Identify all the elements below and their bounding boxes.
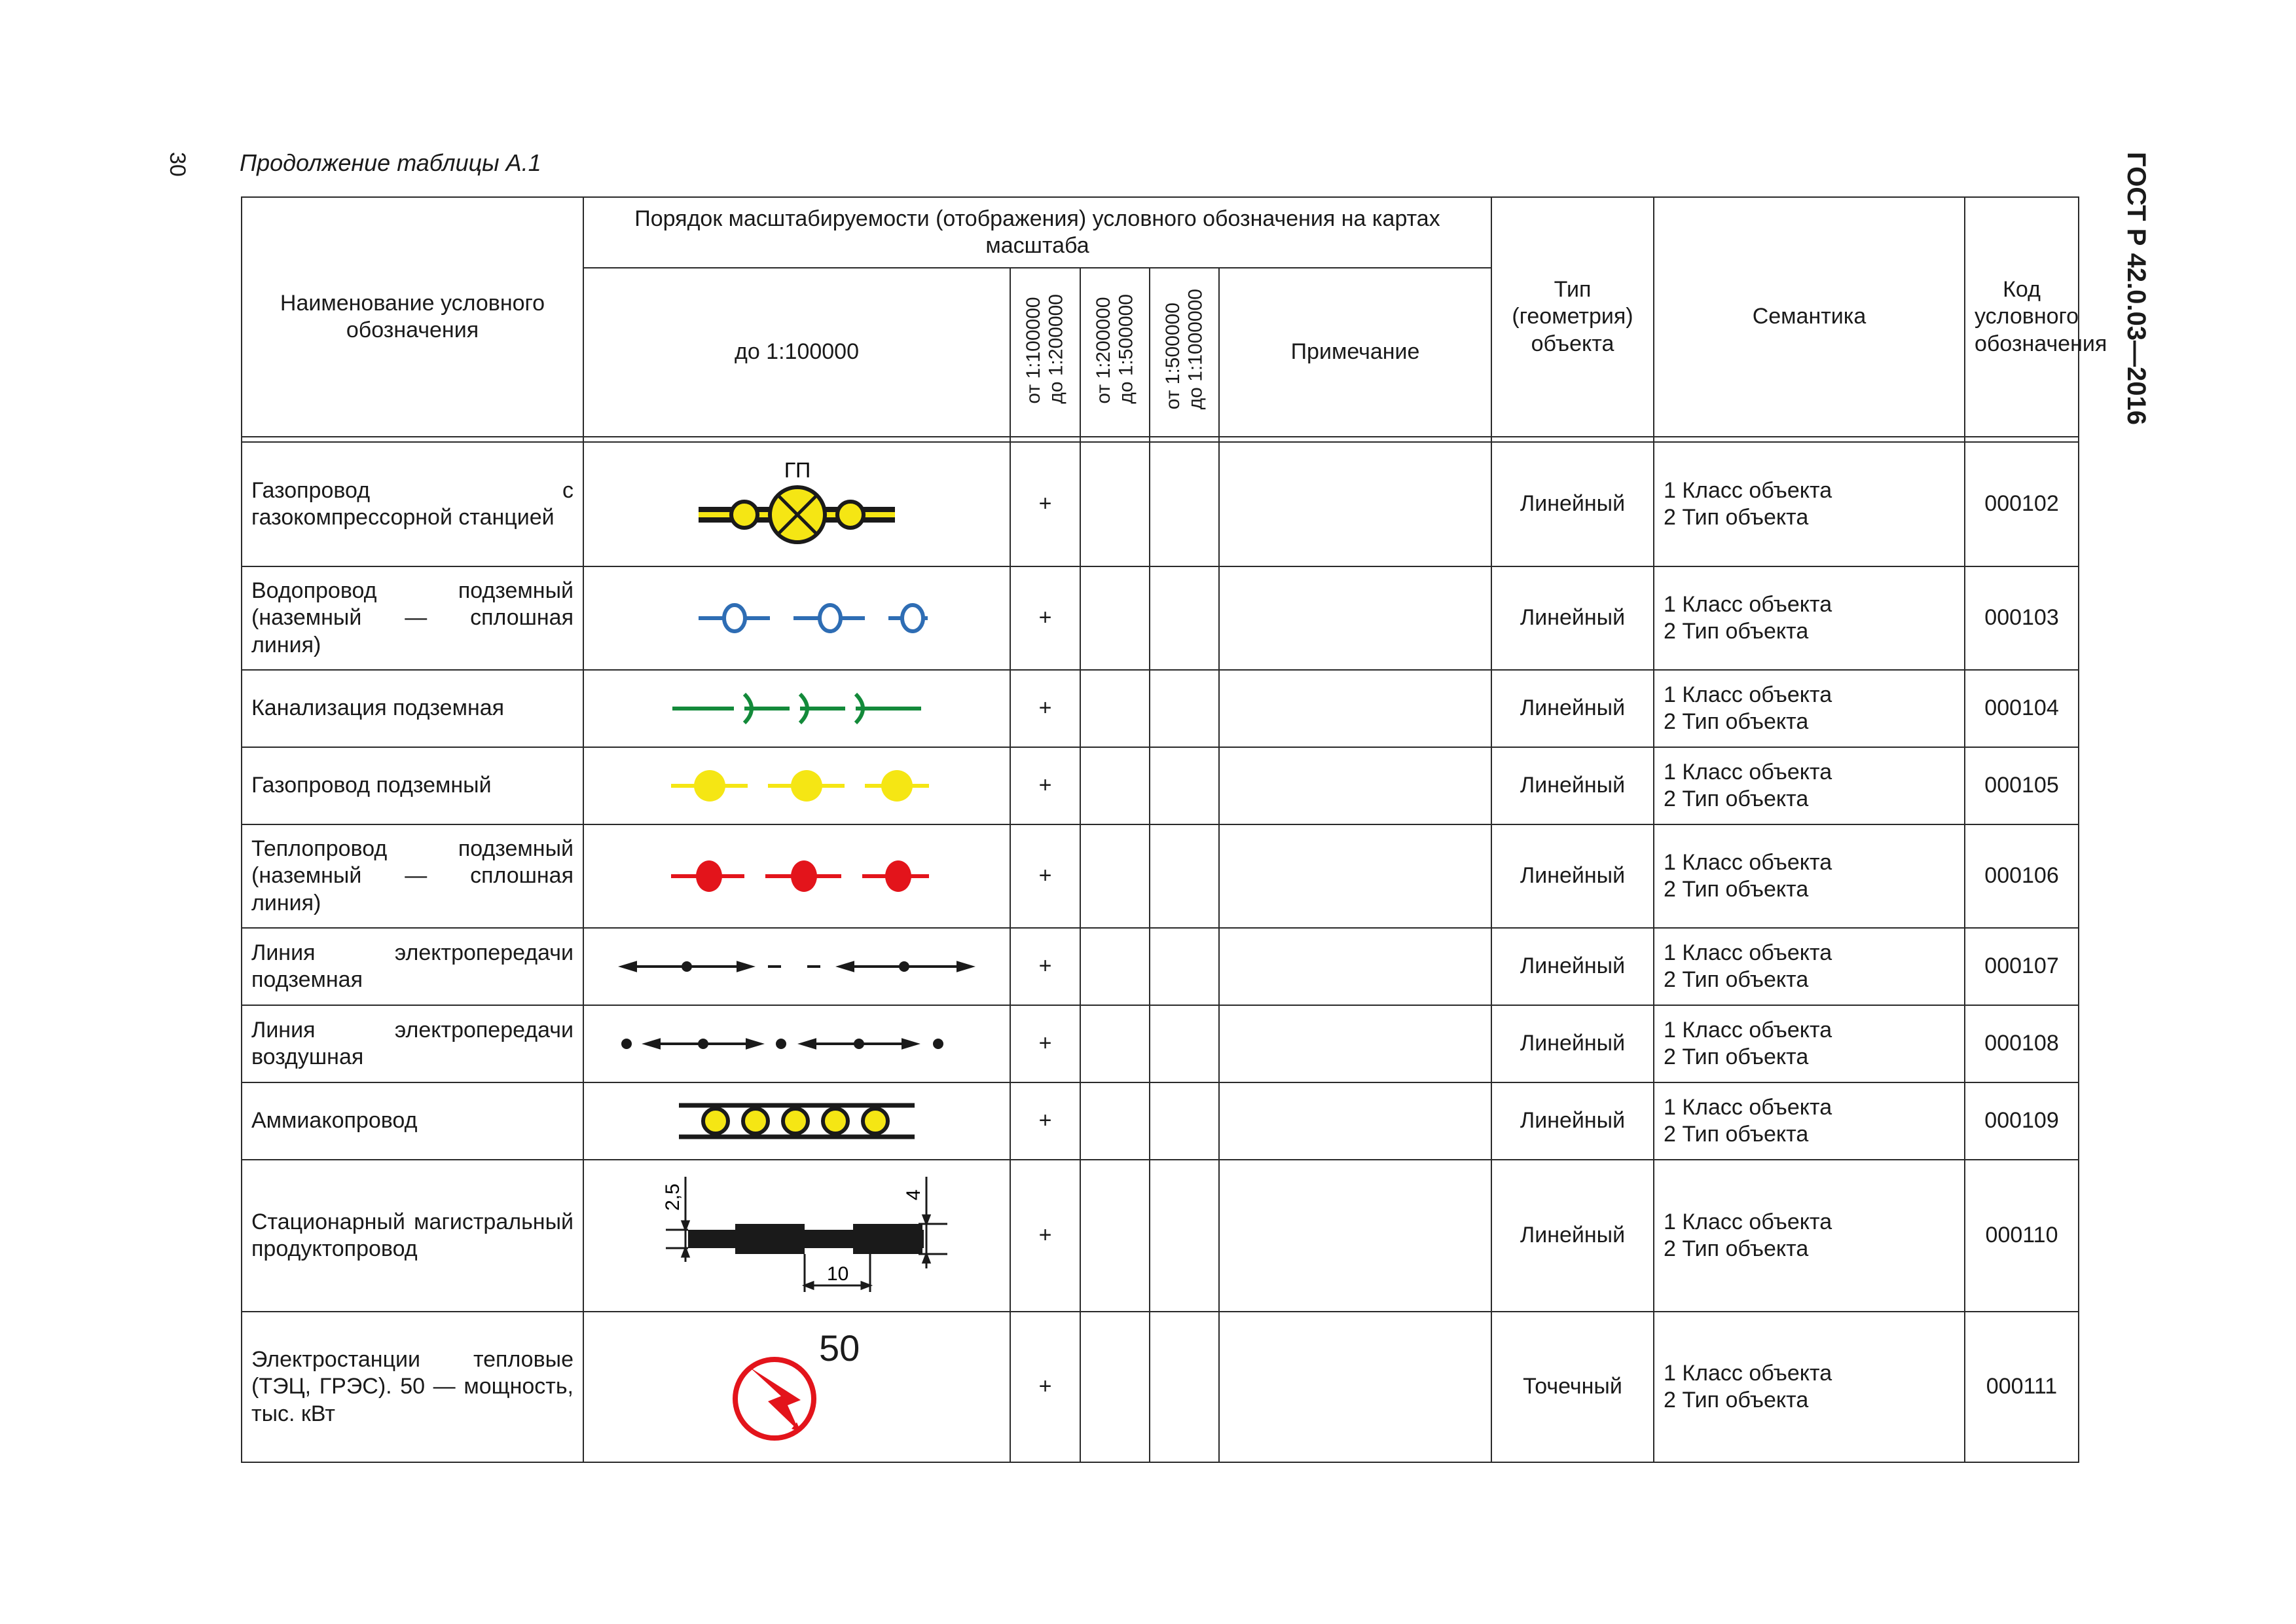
object-type: Точечный [1491, 1312, 1654, 1462]
symbol-code: 000110 [1965, 1160, 2079, 1312]
object-type: Линейный [1491, 566, 1654, 670]
symbols-table [241, 196, 2107, 1463]
object-type: Линейный [1491, 1005, 1654, 1082]
header-scale-4: от 1:500000 до 1:1000000 [1150, 268, 1219, 437]
object-type: Линейный [1491, 1082, 1654, 1160]
header-scale-group: Порядок масштабируемости (отображения) условного обозначения на картах масштаба [583, 197, 1491, 268]
dim-2-5: 2,5 [662, 1183, 683, 1211]
header-code: Код условного обозначения [1965, 197, 2079, 437]
symbol-code: 000109 [1965, 1082, 2079, 1160]
symbol-code: 000111 [1965, 1312, 2079, 1462]
gas-pipeline-compressor-symbol [583, 442, 1010, 566]
table-row [242, 1312, 2079, 1462]
object-type: Линейный [1491, 928, 1654, 1005]
symbol-name: Аммиакопровод [242, 1082, 583, 1160]
header-name: Наименование условного обозначения [242, 197, 583, 437]
object-type: Линейный [1491, 747, 1654, 824]
header-semantics: Семантика [1654, 197, 1965, 437]
scale-mark: + [1010, 1082, 1080, 1160]
heat-pipeline-symbol [583, 824, 1010, 928]
scale-mark: + [1010, 442, 1080, 566]
table-row [242, 566, 2079, 670]
scale-mark: + [1010, 1312, 1080, 1462]
symbol-name: Стационарный магистральный продуктопровод [242, 1160, 583, 1312]
semantics: 1 Класс объекта 2 Тип объекта [1654, 1160, 1965, 1312]
semantics: 1 Класс объекта 2 Тип объекта [1654, 442, 1965, 566]
scale-mark: + [1010, 824, 1080, 928]
header-note: Примечание [1219, 268, 1491, 437]
object-type: Линейный [1491, 1160, 1654, 1312]
gp-label: ГП [784, 458, 811, 482]
semantics: 1 Класс объекта 2 Тип объекта [1654, 1312, 1965, 1462]
product-pipeline-symbol [583, 1160, 1010, 1312]
semantics: 1 Класс объекта 2 Тип объекта [1654, 747, 1965, 824]
symbol-name: Газопровод подземный [242, 747, 583, 824]
standard-code: ГОСТ Р 42.0.03—2016 [2122, 152, 2151, 425]
page-number: 30 [165, 152, 190, 177]
table-row [242, 928, 2079, 1005]
header-scale-3: от 1:200000 до 1:500000 [1080, 268, 1150, 437]
table-row [242, 1160, 2079, 1312]
symbol-name: Теплопровод подземный (наземный — сплошная линия) [242, 824, 583, 928]
semantics: 1 Класс объекта 2 Тип объекта [1654, 566, 1965, 670]
gas-pipeline-underground-symbol [583, 747, 1010, 824]
scale-mark: + [1010, 566, 1080, 670]
symbol-code: 000107 [1965, 928, 2079, 1005]
symbol-code: 000108 [1965, 1005, 2079, 1082]
dim-4: 4 [903, 1189, 924, 1200]
object-type: Линейный [1491, 442, 1654, 566]
water-pipeline-symbol [583, 566, 1010, 670]
symbol-code: 000103 [1965, 566, 2079, 670]
symbol-name: Линия электропередачи подземная [242, 928, 583, 1005]
table-row [242, 747, 2079, 824]
table-row [242, 1005, 2079, 1082]
table-row [242, 670, 2079, 747]
table-row [242, 824, 2079, 928]
symbol-name: Водопровод подземный (наземный — сплошная линия) [242, 566, 583, 670]
symbol-name: Электростанции тепловые (ТЭЦ, ГРЭС). 50 — мощность, тыс. кВт [242, 1312, 583, 1462]
sewer-symbol [583, 670, 1010, 747]
scale-mark: + [1010, 1160, 1080, 1312]
semantics: 1 Класс объекта 2 Тип объекта [1654, 1082, 1965, 1160]
ammonia-pipeline-symbol [583, 1082, 1010, 1160]
semantics: 1 Класс объекта 2 Тип объекта [1654, 670, 1965, 747]
symbol-name: Газопровод с газокомпрессорной станцией [242, 442, 583, 566]
power-line-overhead-symbol [583, 1005, 1010, 1082]
scale-mark: + [1010, 1005, 1080, 1082]
dim-10: 10 [827, 1263, 849, 1285]
table-row [242, 1082, 2079, 1160]
semantics: 1 Класс объекта 2 Тип объекта [1654, 824, 1965, 928]
symbol-code: 000105 [1965, 747, 2079, 824]
object-type: Линейный [1491, 670, 1654, 747]
header-scale-1: до 1:100000 [583, 268, 1010, 437]
thermal-power-plant-symbol [583, 1312, 1010, 1462]
semantics: 1 Класс объекта 2 Тип объекта [1654, 1005, 1965, 1082]
scale-mark: + [1010, 928, 1080, 1005]
table-row [242, 442, 2079, 566]
semantics: 1 Класс объекта 2 Тип объекта [1654, 928, 1965, 1005]
symbol-name: Канализация подземная [242, 670, 583, 747]
scale-mark: + [1010, 670, 1080, 747]
scale-mark: + [1010, 747, 1080, 824]
header-type: Тип (геометрия) объекта [1491, 197, 1654, 437]
header-scale-2: от 1:100000 до 1:200000 [1010, 268, 1080, 437]
symbol-name: Линия электропередачи воздушная [242, 1005, 583, 1082]
table-continuation-title: Продолжение таблицы А.1 [240, 149, 541, 176]
symbol-code: 000102 [1965, 442, 2079, 566]
object-type: Линейный [1491, 824, 1654, 928]
symbol-code: 000104 [1965, 670, 2079, 747]
power-label: 50 [819, 1327, 860, 1369]
symbol-code: 000106 [1965, 824, 2079, 928]
power-line-underground-symbol [583, 928, 1010, 1005]
